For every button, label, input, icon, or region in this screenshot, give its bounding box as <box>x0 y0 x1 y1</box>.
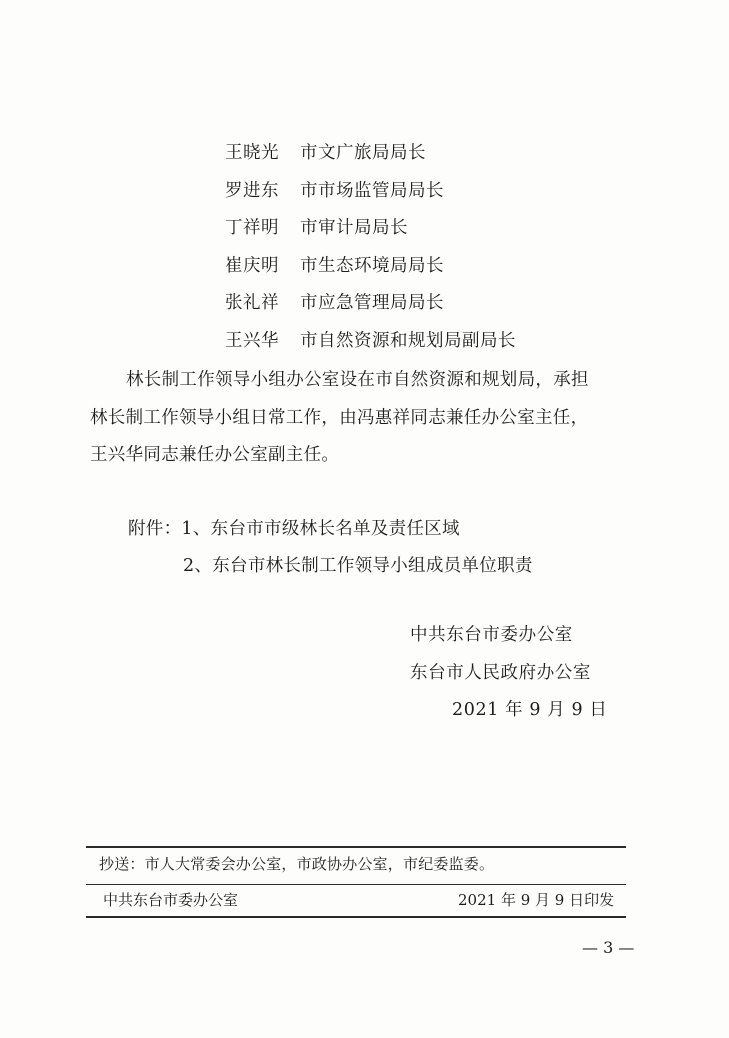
member-title: 市生态环境局局长 <box>300 255 444 276</box>
office-paragraph <box>90 362 642 475</box>
member-name: 张礼祥 <box>225 293 279 314</box>
member-title: 市应急管理局局长 <box>300 293 444 314</box>
attachment-item: 2、东台市林长制工作领导小组成员单位职责 <box>183 556 533 576</box>
paragraph-line: 王兴华同志兼任办公室副主任。 <box>90 445 340 465</box>
footer-rule-bottom <box>86 916 626 918</box>
attachment-item: 1、东台市市级林长名单及责任区域 <box>181 519 460 539</box>
member-name: 王兴华 <box>225 330 279 351</box>
paragraph-line: 林长制工作领导小组日常工作，由冯惠祥同志兼任办公室主任， <box>90 407 589 428</box>
attachment-row <box>128 548 533 585</box>
signature-block <box>410 617 608 730</box>
attachments-block <box>128 511 533 585</box>
member-row <box>225 208 516 246</box>
member-name: 崔庆明 <box>225 255 279 276</box>
signature-org-government: 东台市人民政府办公室 <box>410 662 591 683</box>
print-date: 2021 年 9 月 9 日印发 <box>458 891 615 909</box>
member-row <box>225 171 516 209</box>
signature-date: 2021 年 9 月 9 日 <box>452 700 608 720</box>
member-name: 罗进东 <box>225 180 279 201</box>
member-title: 市市场监管局局长 <box>300 180 444 201</box>
member-title: 市文广旅局局长 <box>300 143 426 164</box>
cc-line: 抄送：市人大常委会办公室，市政协办公室，市纪委监委。 <box>99 855 495 873</box>
footer-rule-middle <box>86 884 626 885</box>
member-title: 市自然资源和规划局副局长 <box>300 330 516 351</box>
page-number: — 3 — <box>582 938 635 957</box>
member-list <box>225 133 516 358</box>
attachment-row <box>128 511 533 548</box>
paragraph-line: 林长制工作领导小组办公室设在市自然资源和规划局，承担 <box>126 370 589 390</box>
member-row <box>225 321 516 359</box>
issuer-name: 中共东台市委办公室 <box>103 891 239 909</box>
member-row <box>225 246 516 284</box>
footer-rule-top <box>86 846 626 848</box>
attachments-label: 附件： <box>128 519 182 539</box>
signature-org-party: 中共东台市委办公室 <box>410 625 573 645</box>
member-name: 丁祥明 <box>225 218 279 239</box>
member-row <box>225 133 516 171</box>
member-title: 市审计局局长 <box>300 218 408 239</box>
member-name: 王晓光 <box>225 143 279 164</box>
member-row <box>225 283 516 321</box>
